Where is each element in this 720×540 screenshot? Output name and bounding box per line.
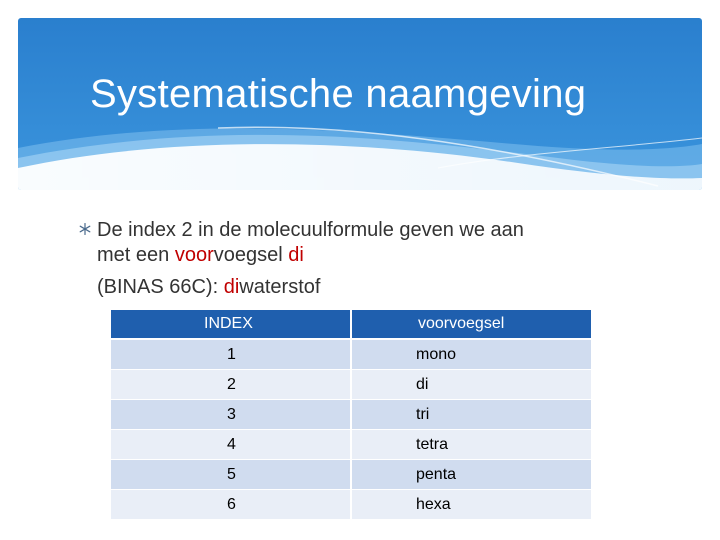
- bullet-line-1: De index 2 in de molecuulformule geven we aan: [97, 219, 524, 241]
- cell-prefix: penta: [352, 460, 591, 490]
- table-row: [111, 340, 591, 370]
- table-row: [111, 400, 591, 430]
- table-row: [111, 430, 591, 460]
- cell-index: 1: [111, 340, 352, 370]
- highlight-voor: voor: [174, 244, 214, 266]
- cell-index: 6: [111, 490, 352, 520]
- text-segment: (BINAS 66C):: [97, 276, 224, 298]
- highlight-di: di: [223, 276, 240, 298]
- table-row: [111, 460, 591, 490]
- text-segment: waterstof: [239, 276, 321, 298]
- cell-index: 4: [111, 430, 352, 460]
- bullet-line-2: [97, 243, 657, 268]
- cell-index: 2: [111, 370, 352, 400]
- asterisk-icon: [79, 222, 91, 234]
- header-prefix: voorvoegsel: [352, 310, 591, 340]
- cell-prefix: hexa: [352, 490, 591, 520]
- prefix-table: [111, 310, 591, 520]
- table-header-row: [111, 310, 591, 340]
- cell-prefix: tetra: [352, 430, 591, 460]
- title-banner: [18, 18, 702, 190]
- bullet-line-3: [97, 275, 657, 300]
- cell-index: 5: [111, 460, 352, 490]
- cell-prefix: di: [352, 370, 591, 400]
- text-segment: voegsel: [213, 244, 289, 266]
- cell-prefix: mono: [352, 340, 591, 370]
- slide-title: Systematische naamgeving: [90, 72, 587, 116]
- text-segment: met een: [97, 244, 175, 266]
- header-index: INDEX: [111, 310, 352, 340]
- highlight-di: di: [288, 244, 304, 266]
- table-row: [111, 490, 591, 520]
- table-row: [111, 370, 591, 400]
- bullet-text: [97, 218, 657, 300]
- cell-prefix: tri: [352, 400, 591, 430]
- cell-index: 3: [111, 400, 352, 430]
